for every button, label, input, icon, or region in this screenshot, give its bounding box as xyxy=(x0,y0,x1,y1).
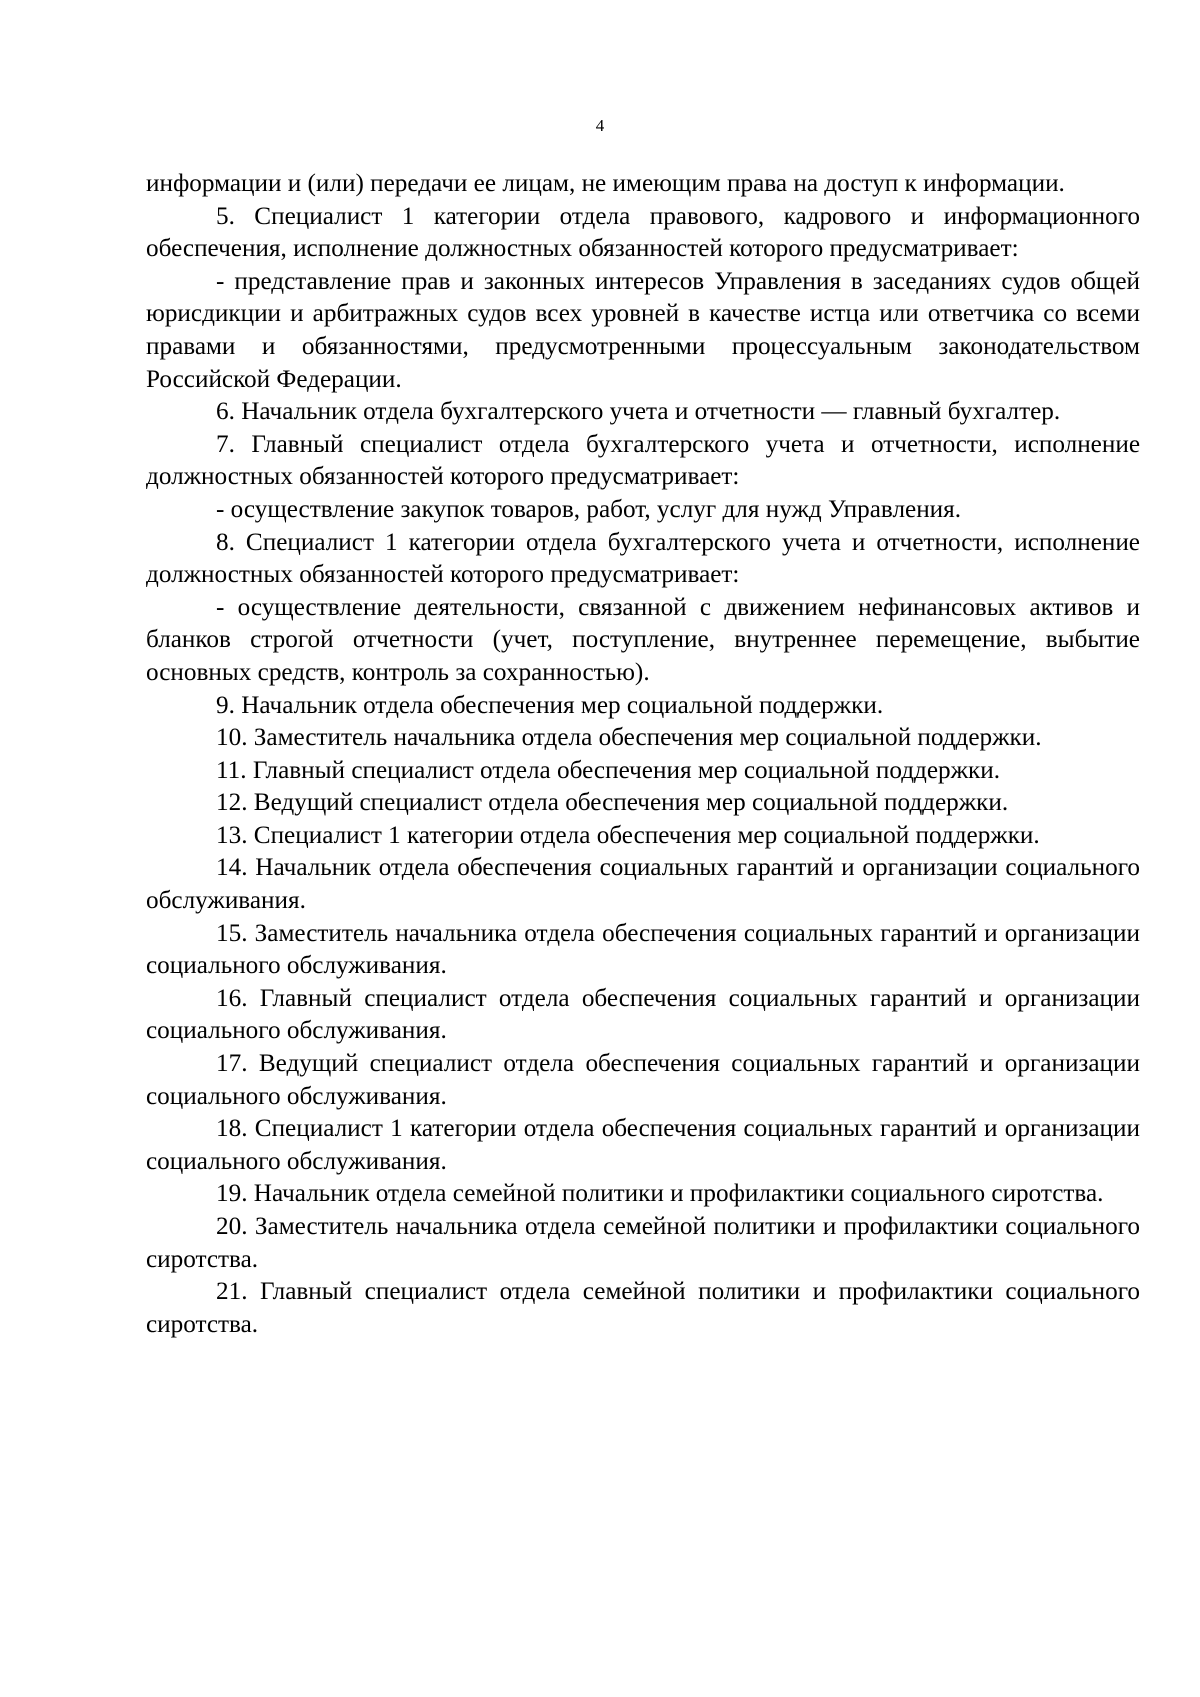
paragraph: 5. Специалист 1 категории отдела правового, кадрового и информационного обеспечения, исполнение должностных обязанностей которого предусматривает: xyxy=(146,202,1140,263)
paragraph: 8. Специалист 1 категории отдела бухгалтерского учета и отчетности, исполнение должностных обязанностей которого предусматривает: xyxy=(146,528,1140,589)
page-number: 4 xyxy=(595,116,605,135)
document-body xyxy=(146,168,1140,1341)
paragraph: 13. Специалист 1 категории отдела обеспечения мер социальной поддержки. xyxy=(216,821,1040,849)
paragraph: - осуществление закупок товаров, работ, услуг для нужд Управления. xyxy=(216,495,962,523)
paragraph: 18. Специалист 1 категории отдела обеспечения социальных гарантий и организации социального обслуживания. xyxy=(146,1115,1140,1175)
paragraph: - осуществление деятельности, связанной с движением нефинансовых активов и бланков строгой отчетности (учет, поступление, внутреннее перемещение, выбытие основных средств, контроль за сохранностью). xyxy=(146,593,1140,686)
paragraph: 11. Главный специалист отдела обеспечения мер социальной поддержки. xyxy=(216,756,1001,784)
paragraph: 17. Ведущий специалист отдела обеспечения социальных гарантий и организации социального обслуживания. xyxy=(146,1050,1140,1110)
paragraph: информации и (или) передачи ее лицам, не имеющим права на доступ к информации. xyxy=(146,170,1065,197)
paragraph: 14. Начальник отдела обеспечения социальных гарантий и организации социального обслуживания. xyxy=(146,854,1140,915)
paragraph: 9. Начальник отдела обеспечения мер социальной поддержки. xyxy=(216,691,884,719)
paragraph: - представление прав и законных интересов Управления в заседаниях судов общей юрисдикции и арбитражных судов всех уровней в качестве истца или ответчика со всеми правами и обязанностями, предусмотренными процессуальным законодательством Российской Федерации. xyxy=(146,267,1140,393)
paragraph: 10. Заместитель начальника отдела обеспечения мер социальной поддержки. xyxy=(216,724,1042,752)
paragraph: 21. Главный специалист отдела семейной политики и профилактики социального сиротства. xyxy=(146,1278,1140,1338)
paragraph: 12. Ведущий специалист отдела обеспечения мер социальной поддержки. xyxy=(216,789,1009,817)
paragraph: 7. Главный специалист отдела бухгалтерского учета и отчетности, исполнение должностных обязанностей которого предусматривает: xyxy=(146,430,1140,491)
paragraph: 19. Начальник отдела семейной политики и профилактики социального сиротства. xyxy=(216,1180,1104,1208)
paragraph: 16. Главный специалист отдела обеспечения социальных гарантий и организации социального обслуживания. xyxy=(146,984,1140,1045)
paragraph: 15. Заместитель начальника отдела обеспечения социальных гарантий и организации социального обслуживания. xyxy=(146,919,1140,980)
paragraph: 6. Начальник отдела бухгалтерского учета и отчетности — главный бухгалтер. xyxy=(216,398,1061,426)
paragraph: 20. Заместитель начальника отдела семейной политики и профилактики социального сиротства. xyxy=(146,1213,1140,1273)
